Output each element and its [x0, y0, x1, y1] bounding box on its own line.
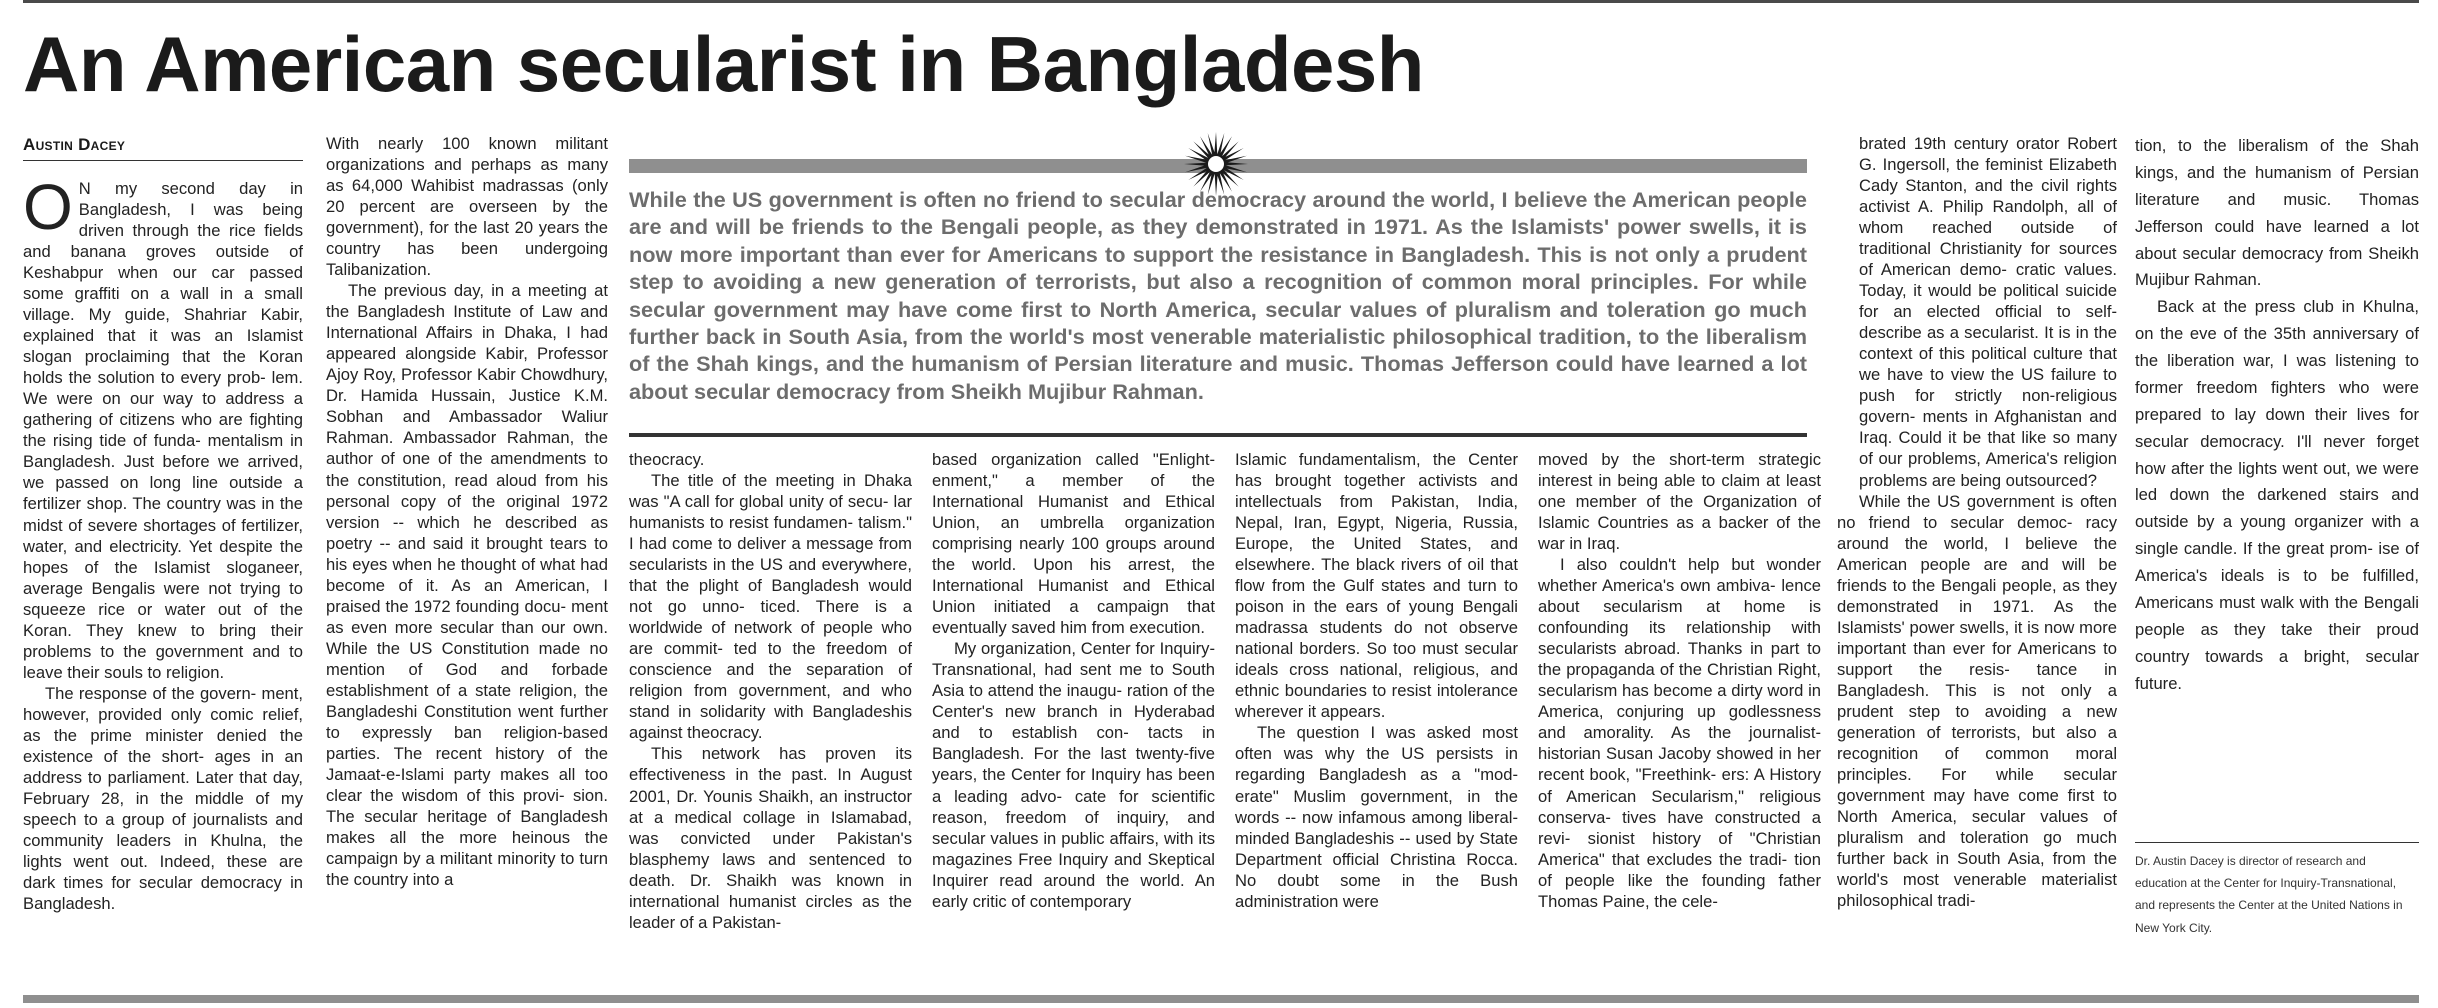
- paragraph: theocracy.: [629, 450, 705, 469]
- pullquote: While the US government is often no friend to secular democracy around the world, I believe the American people are and will be friends to the Bengali people, as they demonstrated in 1971. As the Islamists' power swells, it is now more important than ever for Americans to support the resistance in Bangladesh. This is not only a prudent step to avoiding a new generation of terrorists, but also a recognition of common moral principles. For while secular government may have come first to North America, secular values of pluralism and toleration go much further back in South Asia, from the world's most venerable materialistic philosophical tradition, to the liberalism of the Shah kings, and the humanism of Persian literature and music. Thomas Jefferson could have learned a lot about secular democracy from Sheikh Mujibur Rahman.: [629, 187, 1807, 404]
- column-6: [1538, 449, 1821, 988]
- paragraph: The question I was asked most often was why the US persists in regarding Bangladesh as a "mod- erate" Muslim government, in the words -- now infamous among liberal-minded Bangladeshis -- used by State Department official Christina Rocca. No doubt some in the Bush administration were: [1235, 723, 1518, 911]
- paragraph: Back at the press club in Khulna, on the eve of the 35th anniversary of the liberation war, I was listening to former freedom fighters who were prepared to lay down their lives for secular democracy. I'll never forget how after the lights went out, we were led down the darkened stairs and outside by a young organizer with a single candle. If the great prom- ise of America's ideals is to be fulfilled, Americans must walk with the Bengali people as they take their proud country towards a bright, secular future.: [2135, 297, 2419, 693]
- byline: [23, 135, 303, 155]
- paragraph: With nearly 100 known militant organizations and perhaps as many as 64,000 Wahibist madrassas (only 20 percent are overseen by the government), for the last 20 years the country has been undergoing Talibanization.: [326, 134, 608, 280]
- paragraph: tion, to the liberalism of the Shah kings, and the humanism of Persian literature and music. Thomas Jefferson could have learned a lot about secular democracy from Sheikh Mujibur Rahman.: [2135, 136, 2419, 290]
- author-bio: Dr. Austin Dacey is director of research and education at the Center for Inquiry-Transnational, and represents the Center at the United Nations in New York City.: [2135, 854, 2403, 935]
- byline-rule: [23, 160, 303, 161]
- paragraph: N my second day in Bangladesh, I was being driven through the rice fields and banana groves outside of Keshabpur when our car passed some graffiti on a wall in a small village. My guide, Shahriar Kabir, explained that it was an Islamist slogan proclaiming that the Koran holds the solution to every prob- lem. We were on our way to address a gathering of citizens who are fighting the rising tide of funda- mentalism in Bangladesh. Just before we arrived, we passed on long line outside a fertilizer shop. The country was in the midst of severe shortages of fertilizer, water, and electricity. Yet despite the hopes of the Islamist sloganeer, average Bengalis were not trying to squeeze rice or water out of the Koran. They knew to bring their problems to the government and to leave their souls to religion.: [23, 179, 303, 682]
- paragraph: based organization called "Enlight- enment," a member of the International Humanist and Ethical Union, an umbrella organization comprising nearly 100 groups around the world. Upon his arrest, the International Humanist and Ethical Union initiated a campaign that eventually saved him from execution.: [932, 450, 1215, 638]
- column-7: [1837, 133, 2117, 988]
- pullquote-bottom-rule: [629, 433, 1807, 437]
- bio-rule: [2135, 842, 2419, 843]
- paragraph: Islamic fundamentalism, the Center has brought together activists and intellectuals from Pakistan, India, Nepal, Iran, Egypt, Nigeria, Russia, Europe, the United States, and elsewhere. The black rivers of oil that flow from the Gulf states and turn to poison in the ears of young Bengali madrassa students do not observe national borders. So too must secular ideals cross national, religious, and ethnic boundaries to resist intolerance wherever it appears.: [1235, 450, 1518, 722]
- column-5: [1235, 449, 1518, 988]
- paragraph: My organization, Center for Inquiry-Transnational, had sent me to South Asia to attend the inaugu- ration of the Center's new branch in Hyderabad and to establish con- tacts in Bangladesh. For the last twenty-five years, the Center for Inquiry has been a leading advo- cate for scientific reason, freedom of inquiry, and secular values in public affairs, with its magazines Free Inquiry and Skeptical Inquirer read around the world. An early critic of contemporary: [932, 639, 1215, 911]
- paragraph: The previous day, in a meeting at the Bangladesh Institute of Law and International Affairs in Dhaka, I had appeared alongside Kabir, Professor Ajoy Roy, Professor Kabir Chowdhury, Dr. Hamida Hussain, Justice K.M. Sobhan and Ambassador Waliur Rahman. Ambassador Rahman, the author of one of the amendments to the constitution, read aloud from his personal copy of the original 1972 version -- which he described as poetry -- and said it brought tears to his eyes when he thought of what had become of it. As an American, I praised the 1972 founding docu- ment as even more secular than our own. While the US Constitution made no mention of God and forbade establishment of a state religion, the Bangladeshi Constitution went further to expressly ban religion-based parties. The recent history of the Jamaat-e-Islami party makes all too clear the wisdom of this provi- sion. The secular heritage of Bangladesh makes all the more heinous the campaign by a militant minority to turn the country into a: [326, 281, 608, 890]
- paragraph: brated 19th century orator Robert G. Ingersoll, the feminist Elizabeth Cady Stanton, and the civil rights activist A. Philip Randolph, all of whom reached outside of traditional Christianity for sources of American demo- cratic values. Today, it would be political suicide for an elected official to self-describe as a secularist. It is in the context of this political culture that we have to view the US failure to push for strictly non-religious govern- ments in Afghanistan and Iraq. Could it be that like so many of our problems, America's religion problems are being outsourced?: [1859, 134, 2117, 490]
- column-1: [23, 178, 303, 988]
- column-2: [326, 133, 608, 988]
- paragraph: This network has proven its effectiveness in the past. In August 2001, Dr. Younis Shaikh, an instructor at a medical collage in Islamabad, was convicted under Pakistan's blasphemy laws and sentenced to death. Dr. Shaikh was known in international humanist circles as the leader of a Pakistan-: [629, 744, 912, 932]
- bottom-rule: [23, 995, 2419, 1003]
- paragraph: moved by the short-term strategic interest in being able to claim at least one member of the Organization of Islamic Countries as a backer of the war in Iraq.: [1538, 450, 1821, 554]
- top-rule: [23, 0, 2419, 3]
- column-4: [932, 449, 1215, 988]
- paragraph: While the US government is often no friend to secular democ- racy around the world, I believe the American people are and will be friends to the Bengali people, as they demonstrated in 1971. As the Islamists' power swells, it is now more important than ever for Americans to support the resis- tance in Bangladesh. This is not only a prudent step to avoiding a new generation of terrorists, but also a recognition of common moral principles. For while secular government may have come first to North America, secular values of pluralism and toleration go much further back in South Asia, from the world's most venerable materialist philosophical tradi-: [1837, 491, 2117, 911]
- paragraph: The title of the meeting in Dhaka was "A call for global unity of secu- lar humanists to resist fundamen- talism." I had come to deliver a message from secularists in the US and everywhere, that the plight of Bangladesh would not go unno- ticed. There is a worldwide of network of people who are commit- ted to the freedom of conscience and the separation of religion from government, and who stand in solidarity with Bangladeshis against theocracy.: [629, 471, 912, 743]
- column-8: [2135, 133, 2419, 833]
- paragraph: The response of the govern- ment, however, provided only comic relief, as the prime minister denied the existence of the short- ages in an address to parliament. Later that day, February 28, in the middle of my speech to a group of journalists and community leaders in Khulna, the lights went out. Indeed, these are dark times for secular democracy in Bangladesh.: [23, 683, 303, 914]
- column-3: [629, 449, 912, 988]
- paragraph: I also couldn't help but wonder whether America's own ambiva- lence about secularism at home is confounding its relationship with secularists abroad. Thanks in part to the propaganda of the Christian Right, secularism has become a dirty word in America, conjuring up godlessness and amorality. As the journalist- historian Susan Jacoby showed in her recent book, "Freethink- ers: A History of American Secularism," religious conserva- tives have constructed a revi- sionist history of "Christian America" that excludes the tradi- tion of people like the founding father Thomas Paine, the cele-: [1538, 555, 1821, 911]
- headline: An American secularist in Bangladesh: [23, 20, 1424, 108]
- drop-cap: O: [23, 178, 73, 243]
- byline-text: Austin Dacey: [23, 135, 126, 154]
